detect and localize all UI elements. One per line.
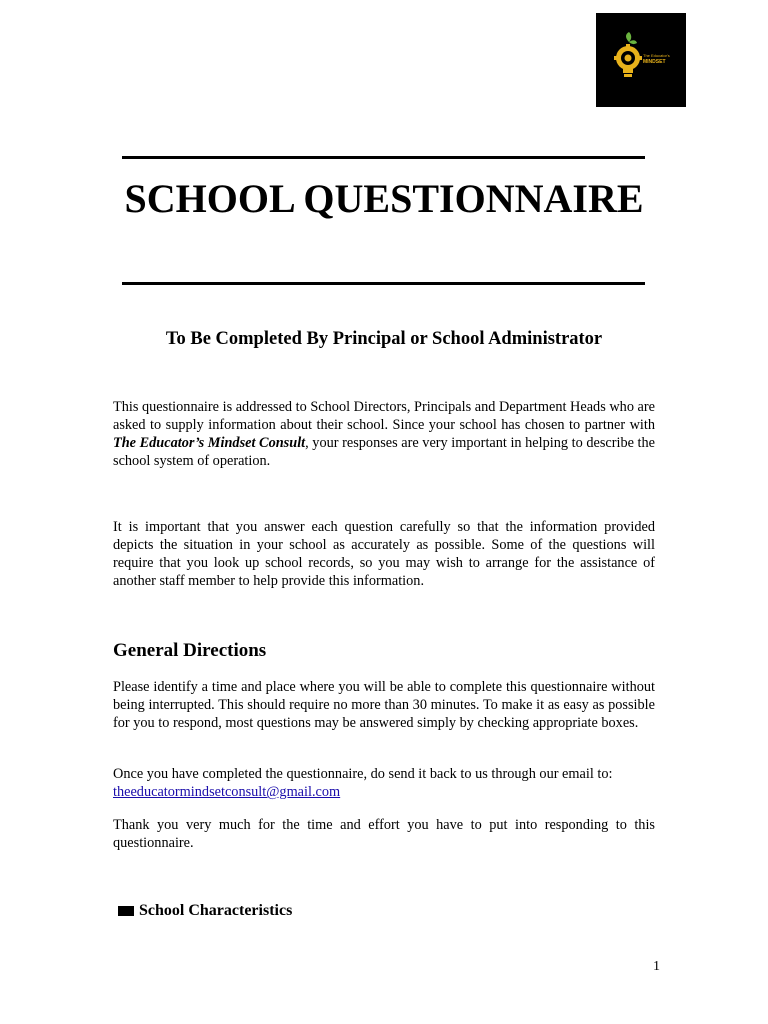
email-link[interactable]: theeducatormindsetconsult@gmail.com bbox=[113, 784, 341, 800]
intro-text-part2: , your responses are very important in helping to describe the school system of operation. bbox=[113, 435, 656, 469]
square-bullet-icon bbox=[118, 906, 134, 916]
thank-you-paragraph: Thank you very much for the time and effort you have to put into responding to this questionnaire. bbox=[113, 817, 655, 851]
svg-text:MINDSET: MINDSET bbox=[643, 59, 666, 65]
title-top-rule bbox=[122, 156, 645, 159]
page-title: SCHOOL QUESTIONNAIRE bbox=[124, 176, 644, 221]
submission-paragraph bbox=[113, 765, 655, 801]
general-directions-heading: General Directions bbox=[113, 640, 267, 661]
bulb-gear-logo-icon bbox=[596, 13, 686, 107]
directions-paragraph: Please identify a time and place where you will be able to complete this questionnaire without being interrupted. This should require no more than 30 minutes. To make it as easy as possible for you to respond, most questions may be answered simply by checking appropriate boxes. bbox=[113, 679, 655, 731]
submission-text: Once you have completed the questionnaire, do send it back to us through our email to: bbox=[113, 766, 613, 782]
school-characteristics-section bbox=[118, 900, 292, 922]
section-label: School Characteristics bbox=[139, 902, 293, 919]
intro-paragraph bbox=[113, 398, 655, 470]
svg-text:The Educator's: The Educator's bbox=[643, 53, 670, 58]
page-number: 1 bbox=[653, 959, 660, 974]
organization-name: The Educator’s Mindset Consult bbox=[113, 435, 306, 451]
company-logo bbox=[596, 13, 686, 107]
title-bottom-rule bbox=[122, 282, 645, 285]
intro-text-part1: This questionnaire is addressed to School Directors, Principals and Department Heads who are asked to supply information about their school. Since your school has chosen to partner with bbox=[113, 399, 655, 433]
instructions-paragraph: It is important that you answer each question carefully so that the information provided depicts the situation in your school as accurately as possible. Some of the questions will require that you look up school records, so you may wish to arrange for the assistance of another staff member to help provide this information. bbox=[113, 519, 655, 589]
page-subtitle: To Be Completed By Principal or School Administrator bbox=[165, 329, 603, 349]
